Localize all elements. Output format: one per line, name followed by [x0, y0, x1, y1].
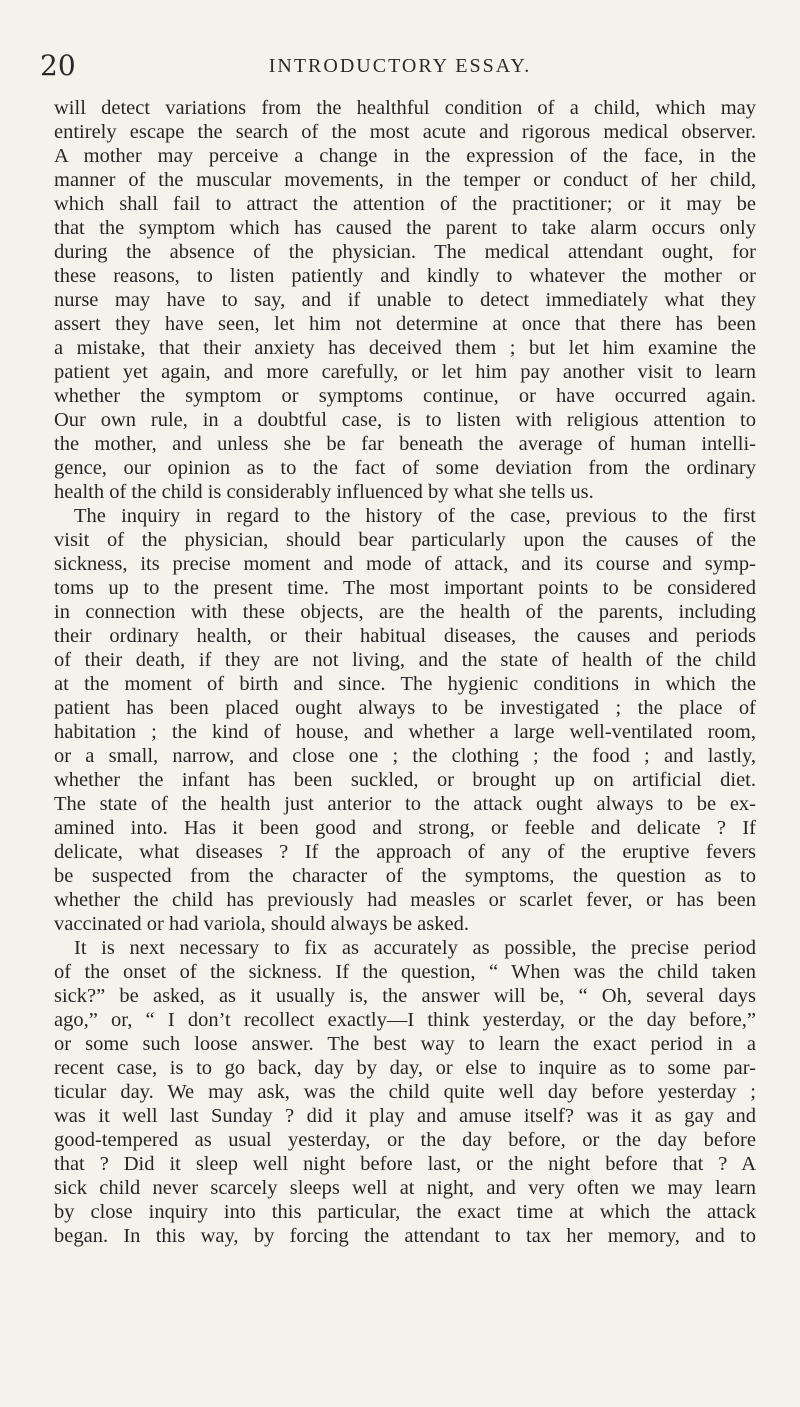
text-line: of the onset of the sickness. If the question, “ When was the child taken	[54, 961, 756, 983]
text-line: which shall fail to attract the attention of the practitioner; or it may be	[54, 193, 756, 215]
text-line: whether the infant has been suckled, or brought up on artificial diet.	[54, 769, 756, 791]
text-line: be suspected from the character of the symptoms, the question as to	[54, 865, 756, 887]
text-line: recent case, is to go back, day by day, or else to inquire as to some par-	[54, 1057, 756, 1079]
text-line: A mother may perceive a change in the expression of the face, in the	[54, 145, 756, 167]
text-line: whether the symptom or symptoms continue, or have occurred again.	[54, 385, 756, 407]
text-line: a mistake, that their anxiety has deceived them ; but let him examine the	[54, 337, 756, 359]
text-line: habitation ; the kind of house, and whether a large well-ventilated room,	[54, 721, 756, 743]
text-line: will detect variations from the healthful condition of a child, which may	[54, 97, 756, 119]
text-line: nurse may have to say, and if unable to detect immediately what they	[54, 289, 756, 311]
body-text	[54, 96, 756, 1248]
text-line: sickness, its precise moment and mode of attack, and its course and symp-	[54, 553, 756, 575]
text-line: by close inquiry into this particular, the exact time at which the attack	[54, 1201, 756, 1223]
text-line: their ordinary health, or their habitual diseases, the causes and periods	[54, 625, 756, 647]
text-line: good-tempered as usual yesterday, or the day before, or the day before	[54, 1129, 756, 1151]
text-line: manner of the muscular movements, in the temper or conduct of her child,	[54, 169, 756, 191]
text-line: patient has been placed ought always to be investigated ; the place of	[54, 697, 756, 719]
text-line: of their death, if they are not living, and the state of health of the child	[54, 649, 756, 671]
text-line: during the absence of the physician. The medical attendant ought, for	[54, 241, 756, 263]
text-line: visit of the physician, should bear particularly upon the causes of the	[54, 529, 756, 551]
text-line: these reasons, to listen patiently and kindly to whatever the mother or	[54, 265, 756, 287]
text-line: gence, our opinion as to the fact of some deviation from the ordinary	[54, 457, 756, 479]
text-line: ticular day. We may ask, was the child quite well day before yesterday ;	[54, 1081, 756, 1103]
page-number: 20	[40, 49, 76, 82]
text-line: sick?” be asked, as it usually is, the answer will be, “ Oh, several days	[54, 985, 756, 1007]
text-line: ago,” or, “ I don’t recollect exactly—I think yesterday, or the day before,”	[54, 1009, 756, 1031]
text-line: began. In this way, by forcing the attendant to tax her memory, and to	[54, 1225, 756, 1247]
text-line: or a small, narrow, and close one ; the clothing ; the food ; and lastly,	[54, 745, 756, 767]
text-line: entirely escape the search of the most acute and rigorous medical observer.	[54, 121, 756, 143]
text-line: at the moment of birth and since. The hygienic conditions in which the	[54, 673, 756, 695]
page-header	[40, 48, 760, 84]
text-line: health of the child is considerably influenced by what she tells us.	[54, 481, 594, 503]
text-line: whether the child has previously had measles or scarlet fever, or has been	[54, 889, 756, 911]
text-line: patient yet again, and more carefully, or let him pay another visit to learn	[54, 361, 756, 383]
running-title: INTRODUCTORY ESSAY.	[268, 55, 532, 77]
text-line: the mother, and unless she be far beneath the average of human intelli-	[54, 433, 756, 455]
text-line: delicate, what diseases ? If the approach of any of the eruptive fevers	[54, 841, 756, 863]
text-line: toms up to the present time. The most important points to be considered	[54, 577, 756, 599]
text-line: that ? Did it sleep well night before last, or the night before that ? A	[54, 1153, 756, 1175]
text-line: in connection with these objects, are the health of the parents, including	[54, 601, 756, 623]
text-line: vaccinated or had variola, should always be asked.	[54, 913, 469, 935]
text-line: was it well last Sunday ? did it play and amuse itself? was it as gay and	[54, 1105, 756, 1127]
text-line: Our own rule, in a doubtful case, is to listen with religious attention to	[54, 409, 756, 431]
text-line: sick child never scarcely sleeps well at night, and very often we may learn	[54, 1177, 756, 1199]
text-line: amined into. Has it been good and strong, or feeble and delicate ? If	[54, 817, 756, 839]
text-line: The inquiry in regard to the history of the case, previous to the first	[74, 505, 756, 527]
text-line: that the symptom which has caused the parent to take alarm occurs only	[54, 217, 756, 239]
text-line: or some such loose answer. The best way to learn the exact period in a	[54, 1033, 756, 1055]
text-line: The state of the health just anterior to the attack ought always to be ex-	[54, 793, 756, 815]
text-line: assert they have seen, let him not determine at once that there has been	[54, 313, 756, 335]
text-line: It is next necessary to fix as accurately as possible, the precise period	[74, 937, 756, 959]
